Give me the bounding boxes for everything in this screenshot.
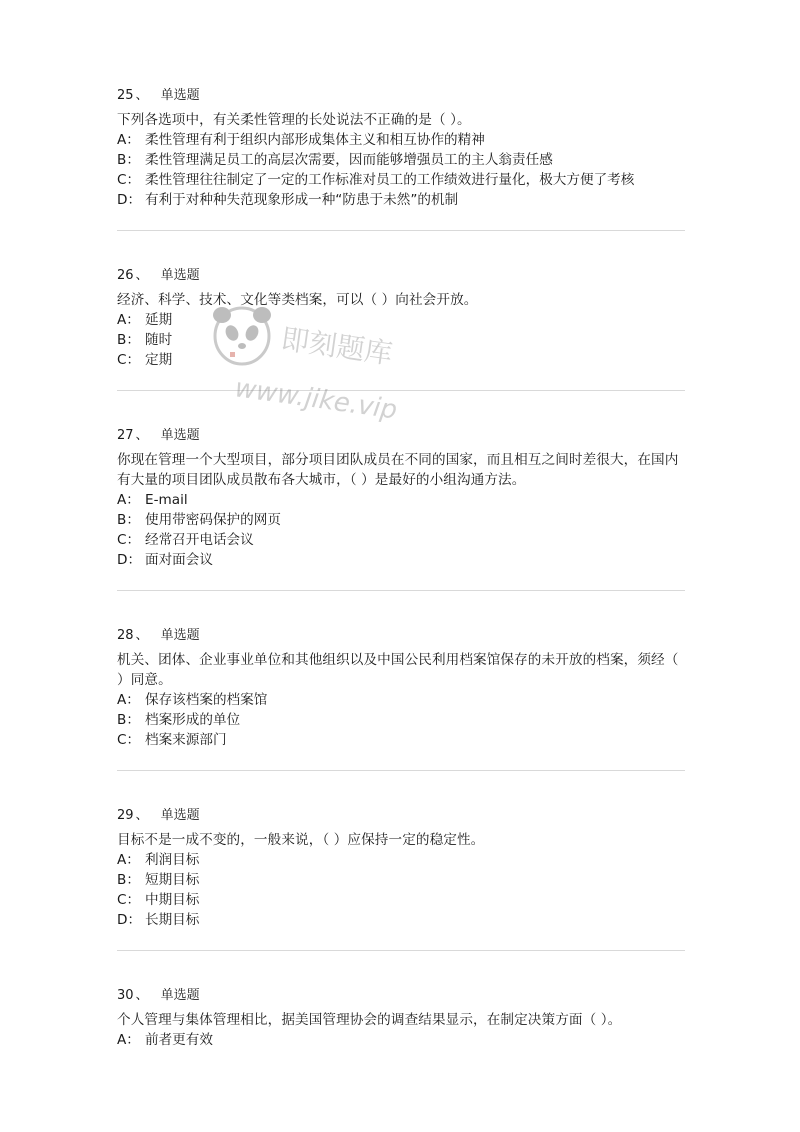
option-text: 使用带密码保护的网页 — [145, 512, 281, 528]
question-type: 单选题 — [160, 268, 200, 283]
option-text: 档案来源部门 — [145, 732, 227, 748]
option-text: 前者更有效 — [145, 1032, 213, 1048]
question-header — [117, 86, 687, 106]
question-separator: 、 — [135, 988, 149, 1003]
option-key: A： — [117, 852, 140, 868]
question-stem: 机关、团体、企业事业单位和其他组织以及中国公民利用档案馆保存的未开放的档案，须经（ ）同意。 — [117, 652, 679, 688]
question-stem: 经济、科学、技术、文化等类档案，可以（ ）向社会开放。 — [117, 292, 478, 308]
option-key: D： — [117, 192, 142, 208]
option-key: A： — [117, 1032, 140, 1048]
watermark — [212, 296, 432, 426]
question-29 — [117, 806, 687, 930]
option-key: D： — [117, 912, 142, 928]
option-a[interactable] — [117, 1030, 687, 1050]
option-text: 延期 — [145, 312, 173, 328]
option-key: C： — [117, 532, 141, 548]
option-text: 利润目标 — [145, 852, 200, 868]
option-b[interactable] — [117, 510, 687, 530]
option-text: 面对面会议 — [145, 552, 213, 568]
question-number: 28 — [117, 628, 134, 643]
question-separator: 、 — [135, 428, 149, 443]
question-stem: 下列各选项中，有关柔性管理的长处说法不正确的是（ ）。 — [117, 112, 471, 128]
option-a[interactable] — [117, 130, 687, 150]
option-a[interactable] — [117, 690, 687, 710]
question-number: 27 — [117, 428, 134, 443]
option-text: 长期目标 — [145, 912, 200, 928]
option-text: 中期目标 — [145, 892, 200, 908]
option-text: 柔性管理满足员工的高层次需要，因而能够增强员工的主人翁责任感 — [145, 152, 553, 168]
question-28 — [117, 626, 687, 750]
option-text: 定期 — [145, 352, 173, 368]
option-text: 柔性管理有利于组织内部形成集体主义和相互协作的精神 — [145, 132, 485, 148]
question-type: 单选题 — [160, 628, 200, 643]
watermark-brand: 即刻题库 — [279, 322, 395, 371]
option-key: C： — [117, 892, 141, 908]
question-header — [117, 266, 687, 286]
option-key: C： — [117, 732, 141, 748]
question-number: 25 — [117, 88, 134, 103]
question-header — [117, 806, 687, 826]
question-stem: 目标不是一成不变的，一般来说，（ ）应保持一定的稳定性。 — [117, 832, 485, 848]
panda-logo-icon — [212, 296, 432, 426]
option-key: A： — [117, 692, 140, 708]
question-header — [117, 426, 687, 446]
option-c[interactable] — [117, 890, 687, 910]
option-text: 保存该档案的档案馆 — [145, 692, 268, 708]
option-key: C： — [117, 172, 141, 188]
option-text: 柔性管理往往制定了一定的工作标准对员工的工作绩效进行量化，极大方便了考核 — [145, 172, 635, 188]
option-d[interactable] — [117, 190, 687, 210]
question-type: 单选题 — [160, 88, 200, 103]
option-key: C： — [117, 352, 141, 368]
option-d[interactable] — [117, 550, 687, 570]
option-key: B： — [117, 872, 140, 888]
question-separator: 、 — [135, 628, 149, 643]
question-divider — [117, 590, 685, 591]
option-key: A： — [117, 132, 140, 148]
option-key: B： — [117, 332, 140, 348]
question-separator: 、 — [135, 808, 149, 823]
question-header — [117, 626, 687, 646]
question-number: 26 — [117, 268, 134, 283]
question-header — [117, 986, 687, 1006]
question-separator: 、 — [135, 88, 149, 103]
option-key: B： — [117, 712, 140, 728]
question-divider — [117, 770, 685, 771]
question-27 — [117, 426, 687, 570]
option-a[interactable] — [117, 490, 687, 510]
option-key: D： — [117, 552, 142, 568]
question-type: 单选题 — [160, 428, 200, 443]
question-stem: 你现在管理一个大型项目，部分项目团队成员在不同的国家，而且相互之间时差很大，在国内有大量的项目团队成员散布各大城市，（ ）是最好的小组沟通方法。 — [117, 452, 679, 488]
question-type: 单选题 — [160, 988, 200, 1003]
option-text: 经常召开电话会议 — [145, 532, 254, 548]
option-c[interactable] — [117, 530, 687, 550]
option-text: 档案形成的单位 — [145, 712, 241, 728]
question-30 — [117, 986, 687, 1050]
option-text: 短期目标 — [145, 872, 200, 888]
question-number: 29 — [117, 808, 134, 823]
option-b[interactable] — [117, 150, 687, 170]
option-key: A： — [117, 312, 140, 328]
option-c[interactable] — [117, 170, 687, 190]
option-b[interactable] — [117, 870, 687, 890]
question-separator: 、 — [135, 268, 149, 283]
watermark-url: www.jike.vip — [233, 373, 399, 426]
option-text: 随时 — [145, 332, 173, 348]
question-divider — [117, 230, 685, 231]
question-25 — [117, 86, 687, 210]
option-text: 有利于对种种失范现象形成一种“防患于未然”的机制 — [145, 192, 459, 208]
option-a[interactable] — [117, 850, 687, 870]
option-text: E-mail — [145, 492, 188, 508]
question-divider — [117, 950, 685, 951]
option-b[interactable] — [117, 710, 687, 730]
option-key: B： — [117, 512, 140, 528]
option-d[interactable] — [117, 910, 687, 930]
option-key: A： — [117, 492, 140, 508]
question-type: 单选题 — [160, 808, 200, 823]
question-stem: 个人管理与集体管理相比，据美国管理协会的调查结果显示，在制定决策方面（ ）。 — [117, 1012, 622, 1028]
question-number: 30 — [117, 988, 134, 1003]
option-key: B： — [117, 152, 140, 168]
option-c[interactable] — [117, 730, 687, 750]
